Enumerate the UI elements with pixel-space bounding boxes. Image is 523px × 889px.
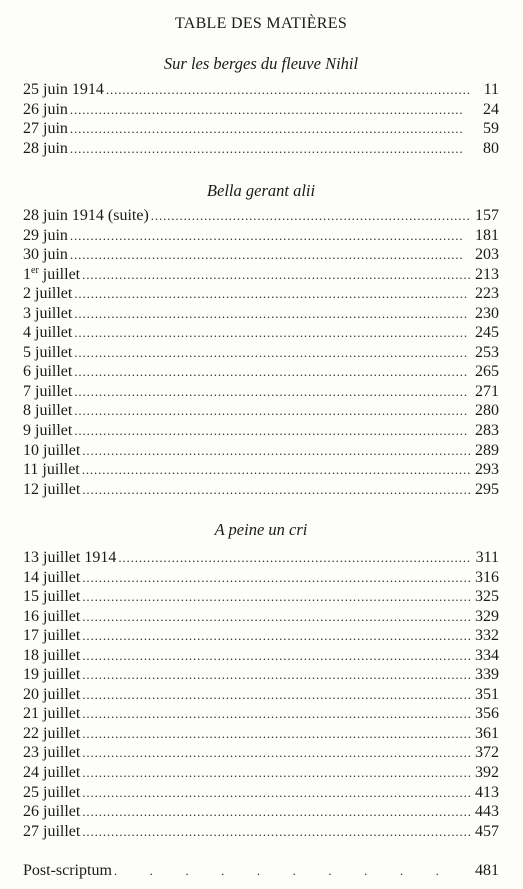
section-heading-2: Bella gerant alii	[206, 181, 316, 200]
dot-leader	[114, 861, 471, 881]
entry-page: 11	[483, 81, 499, 98]
entry-label: 26 juillet	[23, 803, 81, 821]
dot-leader	[82, 743, 471, 763]
toc-entry[interactable]	[23, 587, 499, 607]
entry-page: 181	[475, 226, 499, 244]
entry-label: 27 juillet	[23, 822, 81, 840]
section-1-entries	[23, 80, 499, 158]
entry-label: 20 juillet	[23, 685, 81, 703]
entry-page: 392	[475, 764, 499, 782]
entry-page: 213	[475, 265, 499, 283]
entry-page: 361	[475, 724, 499, 742]
entry-label-number: 1	[23, 265, 31, 283]
toc-entry[interactable]	[23, 548, 499, 568]
dot-leader	[74, 304, 471, 324]
dot-leader	[74, 382, 471, 402]
dot-leader	[82, 783, 471, 803]
toc-entry[interactable]	[23, 704, 499, 724]
entry-page: 203	[475, 246, 499, 264]
entry-page: 332	[475, 627, 499, 645]
entry-page: 59	[483, 120, 499, 138]
entry-label: 28 juin	[23, 139, 68, 157]
toc-entry[interactable]	[23, 284, 499, 304]
toc-entry[interactable]	[23, 646, 499, 666]
dot-leader	[82, 665, 471, 685]
dot-leader	[151, 206, 471, 226]
toc-entry[interactable]	[23, 226, 499, 246]
entry-page: 372	[475, 744, 499, 762]
toc-entry[interactable]	[23, 480, 499, 500]
entry-label: 2 juillet	[23, 285, 73, 303]
entry-page: 223	[475, 285, 499, 303]
toc-entry[interactable]	[23, 607, 499, 627]
toc-entry[interactable]	[23, 206, 499, 226]
entry-label: 13 juillet 1914	[23, 549, 117, 566]
entry-label: 30 juin	[23, 246, 68, 264]
dot-leader	[70, 226, 471, 246]
dot-leader	[82, 724, 471, 744]
dot-leader	[74, 421, 471, 441]
entry-page: 289	[475, 441, 499, 459]
dot-leader	[82, 480, 471, 500]
entry-label: 9 juillet	[23, 422, 73, 440]
entry-label: 25 juillet	[23, 783, 81, 801]
entry-page: 457	[475, 822, 499, 840]
dot-leader	[74, 323, 471, 343]
entry-label: 6 juillet	[23, 363, 73, 381]
entry-label: 8 juillet	[23, 402, 73, 420]
toc-entry[interactable]	[23, 802, 499, 822]
dot-leader	[82, 685, 471, 705]
entry-label: 5 juillet	[23, 343, 73, 361]
section-heading-1: Sur les berges du fleuve Nihil	[163, 54, 359, 73]
entry-page: 329	[475, 607, 499, 625]
entry-page: 413	[475, 783, 499, 801]
entry-label: 22 juillet	[23, 724, 81, 742]
entry-page: 230	[475, 304, 499, 322]
entry-page: 293	[475, 461, 499, 479]
dot-leader	[82, 441, 471, 461]
toc-entry-postscript[interactable]	[23, 861, 499, 881]
section-3-entries	[23, 548, 499, 841]
dot-leader	[74, 343, 471, 363]
entry-page: 339	[475, 666, 499, 684]
entry-label: 12 juillet	[23, 480, 81, 498]
entry-label: 3 juillet	[23, 304, 73, 322]
dot-leader	[82, 265, 471, 285]
entry-label-month: juillet	[38, 265, 81, 283]
entry-page: 271	[475, 382, 499, 400]
toc-entry[interactable]	[23, 245, 499, 265]
dot-leader	[106, 80, 471, 100]
toc-entry[interactable]	[23, 80, 499, 100]
postscript-entry-container	[23, 861, 499, 881]
toc-entry[interactable]	[23, 724, 499, 744]
entry-label: 24 juillet	[23, 764, 81, 782]
dot-leader	[82, 460, 471, 480]
toc-entry[interactable]	[23, 304, 499, 324]
entry-label: 19 juillet	[23, 666, 81, 684]
entry-page: 24	[483, 100, 499, 118]
toc-entry[interactable]	[23, 100, 499, 120]
dot-leader	[82, 704, 471, 724]
dot-leader	[118, 548, 471, 568]
dot-leader	[70, 139, 471, 159]
entry-page: 283	[475, 422, 499, 440]
toc-entry[interactable]	[23, 685, 499, 705]
entry-page: 245	[475, 324, 499, 342]
toc-entry[interactable]	[23, 421, 499, 441]
entry-page: 280	[475, 402, 499, 420]
entry-label: 25 juin 1914	[23, 81, 104, 98]
toc-entry[interactable]	[23, 119, 499, 139]
section-2-entries	[23, 206, 499, 499]
toc-entry[interactable]	[23, 743, 499, 763]
entry-page: 316	[475, 568, 499, 586]
dot-leader	[82, 802, 471, 822]
toc-entry[interactable]	[23, 362, 499, 382]
toc-entry[interactable]	[23, 441, 499, 461]
dot-leader	[82, 568, 471, 588]
toc-entry[interactable]	[23, 568, 499, 588]
entry-page: 80	[483, 139, 499, 157]
toc-entry[interactable]	[23, 822, 499, 842]
dot-leader	[74, 284, 471, 304]
entry-label: 4 juillet	[23, 324, 73, 342]
toc-entry[interactable]	[23, 323, 499, 343]
section-heading-3: A peine un cri	[214, 520, 308, 539]
toc-entry[interactable]	[23, 783, 499, 803]
toc-entry[interactable]	[23, 343, 499, 363]
entry-label: 15 juillet	[23, 588, 81, 606]
dot-leader	[82, 822, 471, 842]
entry-page: 157	[475, 207, 499, 224]
dot-leader	[82, 626, 471, 646]
entry-label: 16 juillet	[23, 607, 81, 625]
ordinal-superscript: er	[31, 264, 39, 276]
toc-entry[interactable]	[23, 265, 499, 285]
entry-page: 325	[475, 588, 499, 606]
dot-leader	[82, 646, 471, 666]
entry-page: 356	[475, 705, 499, 723]
entry-label	[23, 265, 82, 287]
dot-leader	[74, 362, 471, 382]
dot-leader	[70, 119, 471, 139]
entry-page: 443	[475, 803, 499, 821]
entry-label: 28 juin 1914 (suite)	[23, 207, 149, 224]
entry-page: 334	[475, 646, 499, 664]
entry-page: 295	[475, 480, 499, 498]
entry-label: Post-scriptum	[23, 862, 112, 879]
entry-label: 26 juin	[23, 100, 68, 118]
toc-entry[interactable]	[23, 460, 499, 480]
toc-entry[interactable]	[23, 382, 499, 402]
toc-page	[23, 0, 499, 889]
entry-page: 265	[475, 363, 499, 381]
toc-entry[interactable]	[23, 763, 499, 783]
entry-label: 18 juillet	[23, 646, 81, 664]
entry-label: 27 juin	[23, 120, 68, 138]
dot-leader	[74, 401, 471, 421]
dot-leader	[70, 245, 471, 265]
toc-entry[interactable]	[23, 665, 499, 685]
entry-label: 10 juillet	[23, 441, 81, 459]
dot-leader	[82, 607, 471, 627]
dot-leader	[82, 587, 471, 607]
dot-leader	[70, 100, 471, 120]
entry-page: 253	[475, 343, 499, 361]
page-title: TABLE DES MATIÈRES	[174, 15, 348, 32]
entry-page: 311	[475, 549, 499, 566]
entry-label: 11 juillet	[23, 461, 80, 479]
entry-label: 29 juin	[23, 226, 68, 244]
entry-label: 21 juillet	[23, 705, 81, 723]
entry-label: 17 juillet	[23, 627, 81, 645]
toc-entry[interactable]	[23, 626, 499, 646]
dot-leader	[82, 763, 471, 783]
entry-label: 7 juillet	[23, 382, 73, 400]
entry-page: 351	[475, 685, 499, 703]
toc-entry[interactable]	[23, 401, 499, 421]
entry-page: 481	[475, 862, 499, 879]
entry-label: 14 juillet	[23, 568, 81, 586]
toc-entry[interactable]	[23, 139, 499, 159]
entry-label: 23 juillet	[23, 744, 81, 762]
